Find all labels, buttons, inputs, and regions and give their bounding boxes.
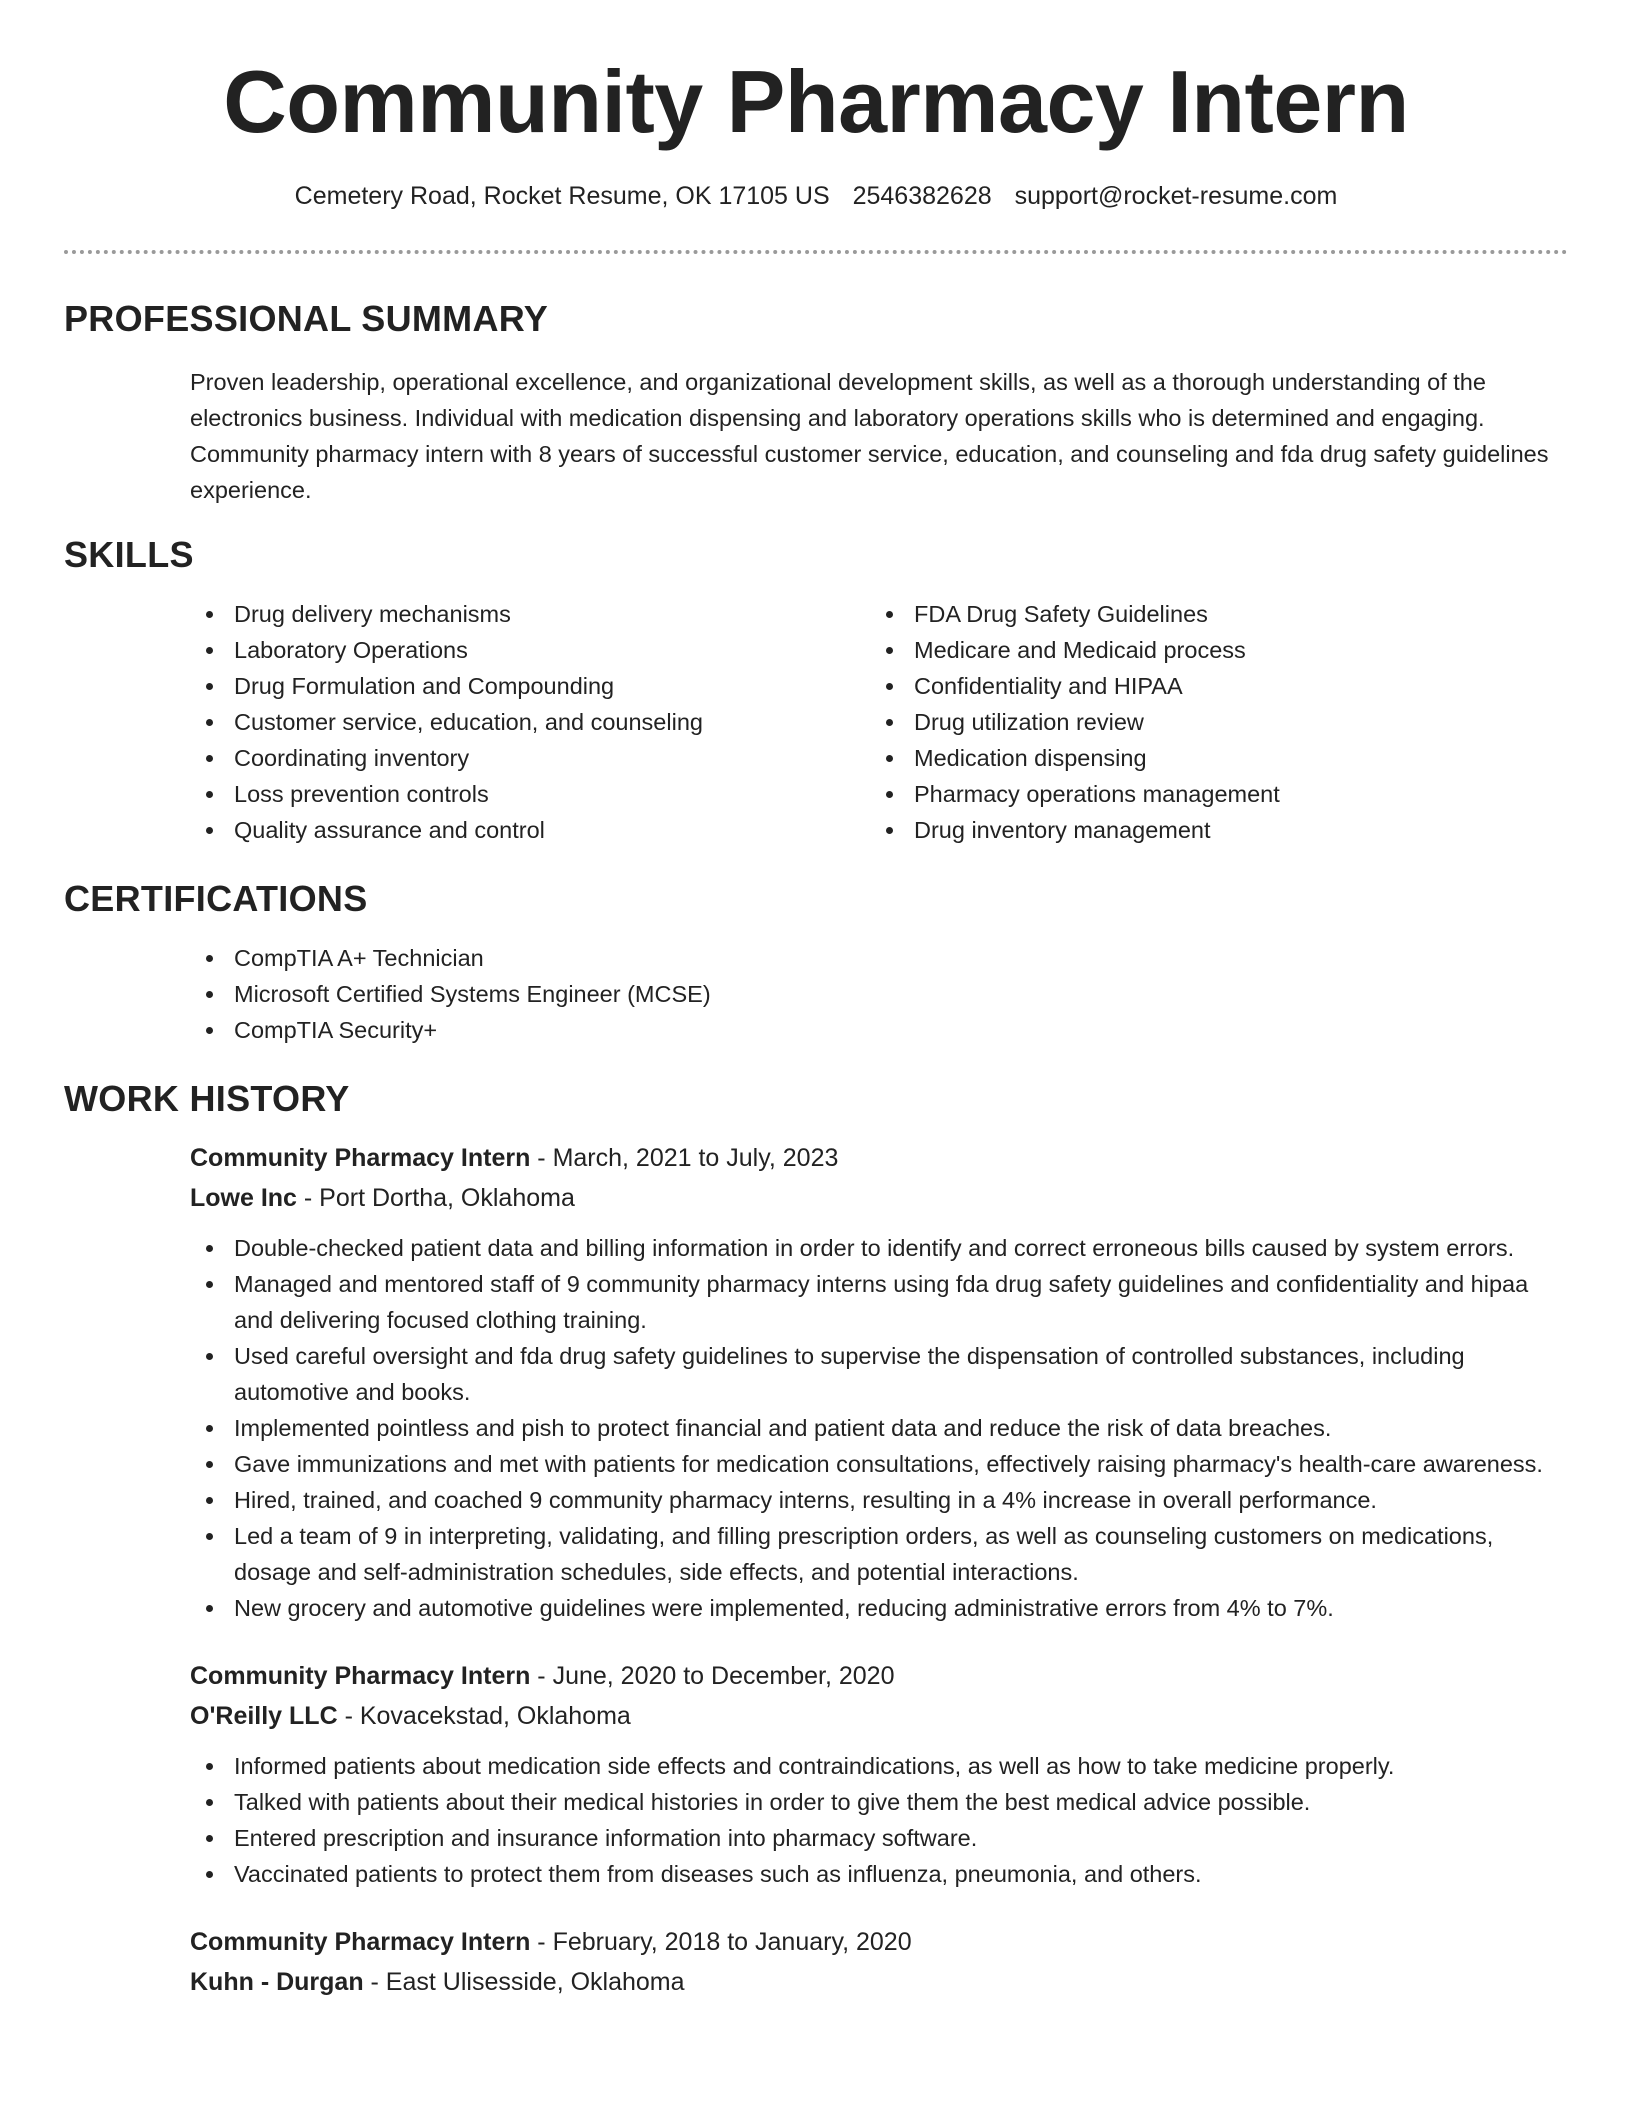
job-bullet: New grocery and automotive guidelines were implemented, reducing administrative errors from 4% to 7%. xyxy=(190,1590,1568,1626)
job-bullet: Led a team of 9 in interpreting, validating, and filling prescription orders, as well as counseling customers on medications, dosage and self-administration schedules, side effects, and potential interactions. xyxy=(190,1518,1568,1590)
certifications-heading: CERTIFICATIONS xyxy=(64,878,368,919)
email: support@rocket-resume.com xyxy=(1014,182,1338,210)
skill-item: Medicare and Medicaid process xyxy=(870,632,1550,668)
job-company-line xyxy=(190,1696,1568,1736)
job-bullet: Implemented pointless and pish to protect financial and patient data and reduce the risk of data breaches. xyxy=(190,1410,1568,1446)
job-company-line xyxy=(190,1962,1568,2002)
job-dates: - February, 2018 to January, 2020 xyxy=(530,1928,912,1956)
job-bullet: Hired, trained, and coached 9 community pharmacy interns, resulting in a 4% increase in overall performance. xyxy=(190,1482,1568,1518)
header-divider xyxy=(64,250,1568,254)
job-entry xyxy=(190,1656,1568,1892)
summary-text: Proven leadership, operational excellence, and organizational development skills, as well as a thorough understanding of the electronics business. Individual with medication dispensing and laboratory operations skills who is determined and engaging. Community pharmacy intern with 8 years of successful customer service, education, and counseling and fda drug safety guidelines experience. xyxy=(190,369,1549,503)
job-bullet: Double-checked patient data and billing information in order to identify and correct erroneous bills caused by system errors. xyxy=(190,1230,1568,1266)
job-location: - East Ulisesside, Oklahoma xyxy=(363,1968,685,1996)
job-bullet: Informed patients about medication side effects and contraindications, as well as how to take medicine properly. xyxy=(190,1748,1568,1784)
skill-item: FDA Drug Safety Guidelines xyxy=(870,596,1550,632)
job-company-line xyxy=(190,1178,1568,1218)
job-bullet: Entered prescription and insurance information into pharmacy software. xyxy=(190,1820,1568,1856)
candidate-name: Community Pharmacy Intern xyxy=(223,52,1409,151)
skills-heading: SKILLS xyxy=(64,534,194,575)
job-title-line xyxy=(190,1138,1568,1178)
certification-item: Microsoft Certified Systems Engineer (MCSE) xyxy=(190,976,1568,1012)
job-bullet: Talked with patients about their medical histories in order to give them the best medical advice possible. xyxy=(190,1784,1568,1820)
contact-line xyxy=(0,182,1632,211)
skills-grid xyxy=(190,596,1568,848)
address: Cemetery Road, Rocket Resume, OK 17105 US xyxy=(294,182,830,210)
phone: 2546382628 xyxy=(852,182,992,210)
job-bullet: Used careful oversight and fda drug safety guidelines to supervise the dispensation of controlled substances, including automotive and books. xyxy=(190,1338,1568,1410)
skill-item: Drug Formulation and Compounding xyxy=(190,668,870,704)
skill-item: Quality assurance and control xyxy=(190,812,870,848)
skill-item: Pharmacy operations management xyxy=(870,776,1550,812)
job-bullet: Gave immunizations and met with patients for medication consultations, effectively raising pharmacy's health-care awareness. xyxy=(190,1446,1568,1482)
skill-item: Medication dispensing xyxy=(870,740,1550,776)
skill-item: Customer service, education, and counseling xyxy=(190,704,870,740)
summary-section xyxy=(64,298,1568,508)
job-title: Community Pharmacy Intern xyxy=(190,1144,531,1172)
certifications-section xyxy=(64,878,1568,1048)
job-bullets xyxy=(190,1748,1568,1892)
skill-item: Confidentiality and HIPAA xyxy=(870,668,1550,704)
skills-section xyxy=(64,534,1568,848)
skill-item: Coordinating inventory xyxy=(190,740,870,776)
job-company: Lowe Inc xyxy=(190,1184,297,1212)
skills-list-left xyxy=(190,596,870,848)
job-entry xyxy=(190,1138,1568,1626)
job-title: Community Pharmacy Intern xyxy=(190,1928,531,1956)
job-title-line xyxy=(190,1656,1568,1696)
work-history-section xyxy=(64,1078,1568,2002)
skill-item: Drug inventory management xyxy=(870,812,1550,848)
job-bullet: Vaccinated patients to protect them from diseases such as influenza, pneumonia, and others. xyxy=(190,1856,1568,1892)
job-title: Community Pharmacy Intern xyxy=(190,1662,531,1690)
job-company: Kuhn - Durgan xyxy=(190,1968,364,1996)
certifications-list xyxy=(190,940,1568,1048)
job-location: - Port Dortha, Oklahoma xyxy=(296,1184,575,1212)
job-bullets xyxy=(190,1230,1568,1626)
work-history-heading: WORK HISTORY xyxy=(64,1078,350,1119)
job-bullet: Managed and mentored staff of 9 community pharmacy interns using fda drug safety guidelines and confidentiality and hipaa and delivering focused clothing training. xyxy=(190,1266,1568,1338)
certification-item: CompTIA Security+ xyxy=(190,1012,1568,1048)
skill-item: Drug delivery mechanisms xyxy=(190,596,870,632)
job-title-line xyxy=(190,1922,1568,1962)
skill-item: Loss prevention controls xyxy=(190,776,870,812)
job-company: O'Reilly LLC xyxy=(190,1702,338,1730)
skill-item: Laboratory Operations xyxy=(190,632,870,668)
skills-list-right xyxy=(870,596,1550,848)
job-location: - Kovacekstad, Oklahoma xyxy=(337,1702,631,1730)
skill-item: Drug utilization review xyxy=(870,704,1550,740)
job-dates: - March, 2021 to July, 2023 xyxy=(530,1144,839,1172)
job-entry xyxy=(190,1922,1568,2002)
job-dates: - June, 2020 to December, 2020 xyxy=(530,1662,895,1690)
certification-item: CompTIA A+ Technician xyxy=(190,940,1568,976)
summary-heading: PROFESSIONAL SUMMARY xyxy=(64,298,549,339)
